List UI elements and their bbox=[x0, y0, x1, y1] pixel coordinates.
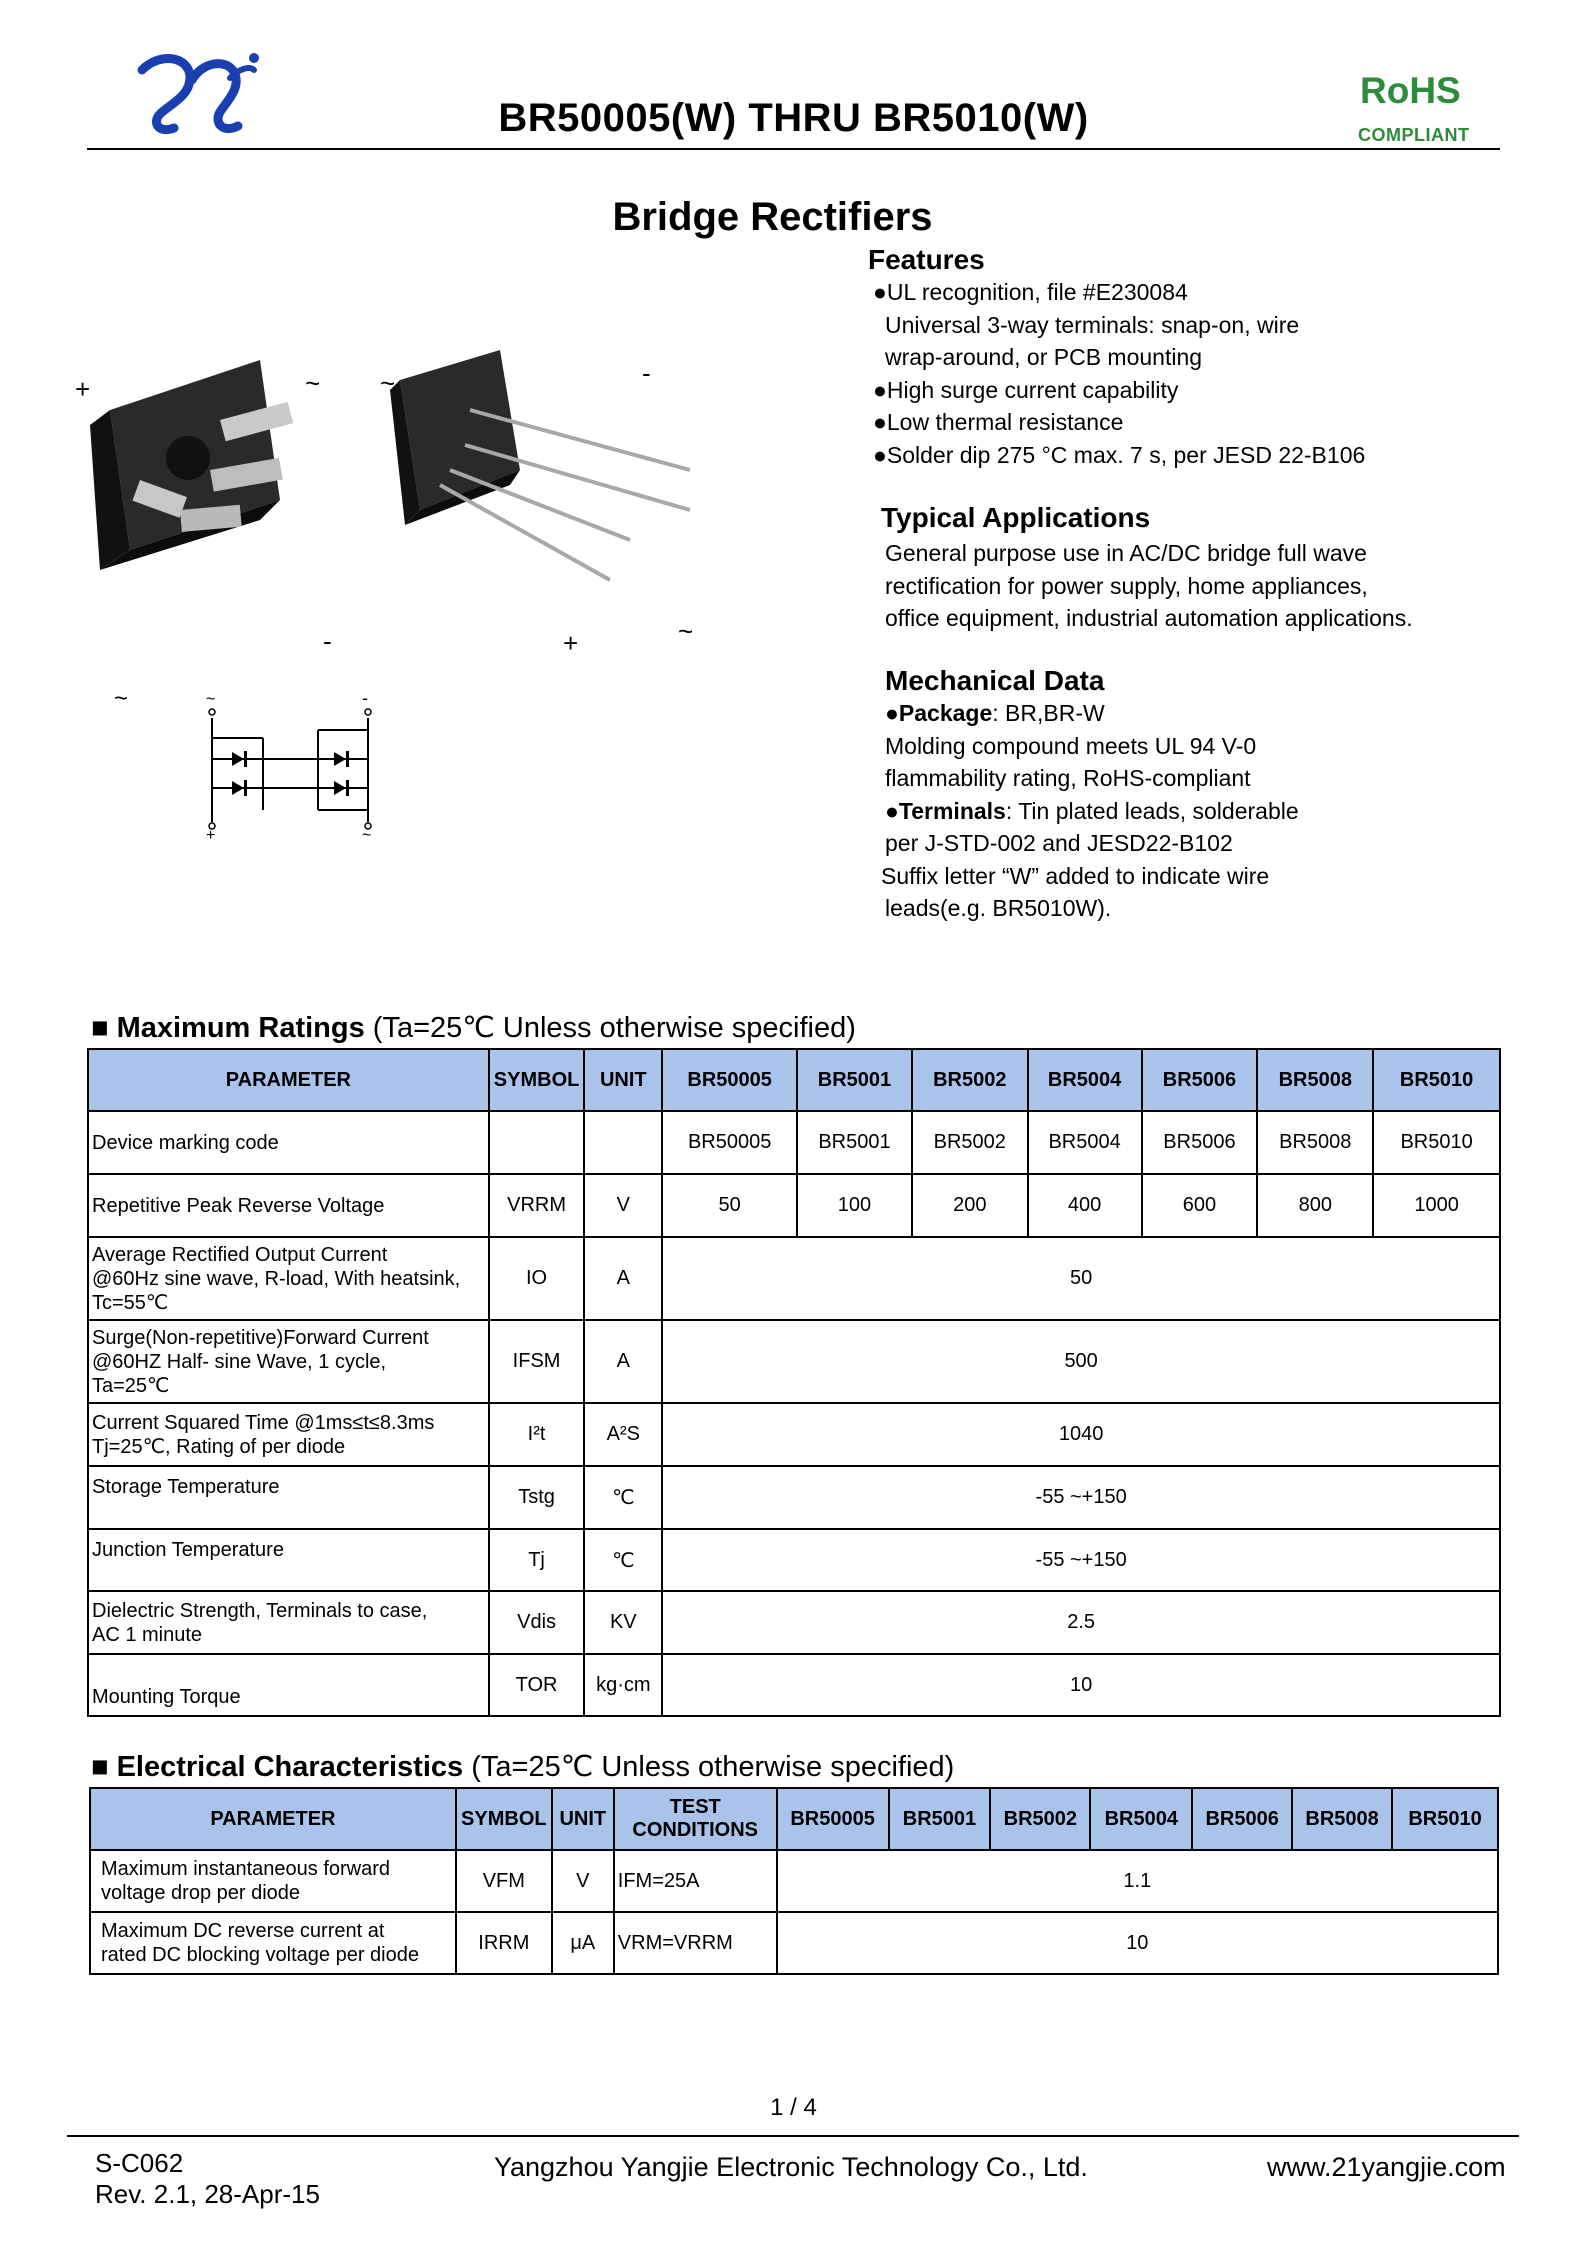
parameter-line: Tj=25℃, Rating of per diode bbox=[92, 1435, 346, 1458]
header-cell: BR5002 bbox=[990, 1788, 1090, 1850]
symbol-cell: Vdis bbox=[489, 1591, 585, 1654]
ac-mark: ~ bbox=[206, 691, 216, 708]
table-row bbox=[88, 1654, 1500, 1716]
symbol-cell: IFSM bbox=[489, 1320, 585, 1403]
package-snap-on bbox=[90, 360, 293, 570]
header-cell: BR5010 bbox=[1392, 1788, 1498, 1850]
unit-cell: μA bbox=[552, 1912, 614, 1974]
parameter-line: Maximum DC reverse current at bbox=[101, 1920, 385, 1942]
parameter-line: Current Squared Time @1ms≤t≤8.3ms bbox=[92, 1411, 435, 1434]
applications-text bbox=[885, 537, 1525, 635]
terminal-mark: ~ bbox=[678, 616, 694, 646]
terminal-mark: + bbox=[563, 628, 579, 658]
unit-cell: A²S bbox=[584, 1403, 662, 1466]
mechanical-line: leads(e.g. BR5010W). bbox=[885, 895, 1112, 921]
table-row bbox=[88, 1591, 1500, 1654]
terminal-mark: ~ bbox=[380, 368, 396, 398]
parameter-cell bbox=[90, 1912, 456, 1974]
symbol-cell: Tstg bbox=[489, 1466, 585, 1529]
table-row bbox=[90, 1850, 1498, 1912]
header-cell: TEST CONDITIONS bbox=[614, 1788, 777, 1850]
terminals-value: : Tin plated leads, solderable bbox=[1005, 797, 1299, 824]
mechanical-line: flammability rating, RoHS-compliant bbox=[885, 765, 1251, 791]
revision-date: Rev. 2.1, 28-Apr-15 bbox=[95, 2179, 320, 2209]
mechanical-line: Molding compound meets UL 94 V-0 bbox=[885, 732, 1257, 759]
terminal-mark: ~ bbox=[305, 368, 321, 398]
electrical-heading-condition: (Ta=25℃ Unless otherwise specified) bbox=[463, 1751, 955, 1783]
parameter-cell: Storage Temperature bbox=[88, 1466, 489, 1529]
page-number: 1 / 4 bbox=[770, 2094, 817, 2121]
value-cell: -55 ~+150 bbox=[662, 1466, 1500, 1529]
mechanical-line: Suffix letter “W” added to indicate wire bbox=[881, 862, 1270, 889]
header-cell: BR5006 bbox=[1142, 1049, 1258, 1111]
terminal-mark: - bbox=[323, 626, 332, 656]
table-header-row bbox=[90, 1788, 1498, 1850]
terminals-line bbox=[885, 795, 1525, 828]
value-cell: 10 bbox=[777, 1912, 1498, 1974]
header-cell: SYMBOL bbox=[489, 1049, 585, 1111]
condition-cell: IFM=25A bbox=[614, 1850, 777, 1912]
footer-divider bbox=[67, 2135, 1519, 2137]
terminal-mark: + bbox=[75, 374, 91, 404]
features-list bbox=[873, 276, 1513, 471]
feature-line: ●High surge current capability bbox=[873, 376, 1179, 403]
parameter-line: @60HZ Half- sine Wave, 1 cycle, bbox=[92, 1350, 387, 1373]
symbol-cell: TOR bbox=[489, 1654, 585, 1716]
table-row bbox=[88, 1237, 1500, 1320]
mechanical-line: per J-STD-002 and JESD22-B102 bbox=[885, 830, 1233, 856]
header-cell: BR5001 bbox=[889, 1788, 991, 1850]
electrical-heading-bold: ■ Electrical Characteristics bbox=[91, 1751, 464, 1783]
value-cell: BR5006 bbox=[1142, 1111, 1258, 1174]
value-cell: 50 bbox=[662, 1237, 1500, 1320]
feature-line: ●UL recognition, file #E230084 bbox=[873, 279, 1188, 305]
company-name: Yangzhou Yangjie Electronic Technology Co., Ltd. bbox=[494, 2152, 1088, 2182]
value-cell: 500 bbox=[662, 1320, 1500, 1403]
mechanical-heading: Mechanical Data bbox=[885, 665, 1105, 696]
unit-cell: ℃ bbox=[584, 1466, 662, 1529]
max-ratings-table bbox=[87, 1048, 1501, 1717]
document-title: BR50005(W) THRU BR5010(W) bbox=[498, 96, 1089, 140]
feature-line: ●Low thermal resistance bbox=[873, 409, 1124, 435]
parameter-cell bbox=[88, 1403, 489, 1466]
header-cell: BR5010 bbox=[1373, 1049, 1500, 1111]
parameter-line: Average Rectified Output Current bbox=[92, 1243, 388, 1266]
header-cell: BR5004 bbox=[1028, 1049, 1142, 1111]
parameter-cell: Device marking code bbox=[88, 1111, 489, 1174]
ac-mark: ~ bbox=[362, 827, 372, 840]
electrical-table bbox=[89, 1787, 1499, 1975]
unit-cell: A bbox=[584, 1320, 662, 1403]
parameter-cell: Repetitive Peak Reverse Voltage bbox=[88, 1174, 489, 1237]
value-cell: BR5010 bbox=[1373, 1111, 1500, 1174]
parameter-cell bbox=[88, 1237, 489, 1320]
header-cell: UNIT bbox=[552, 1788, 614, 1850]
parameter-line: Maximum instantaneous forward bbox=[101, 1858, 391, 1880]
max-ratings-heading-condition: (Ta=25℃ Unless otherwise specified) bbox=[364, 1012, 856, 1044]
package-label: ●Package bbox=[885, 700, 993, 726]
symbol-cell: VFM bbox=[456, 1850, 552, 1912]
symbol-cell bbox=[489, 1111, 585, 1174]
value-cell: BR5008 bbox=[1257, 1111, 1373, 1174]
unit-cell: V bbox=[584, 1174, 662, 1237]
table-row bbox=[88, 1529, 1500, 1591]
value-cell: 1.1 bbox=[777, 1850, 1498, 1912]
value-cell: BR5001 bbox=[797, 1111, 912, 1174]
max-ratings-heading bbox=[91, 1010, 856, 1045]
electrical-heading bbox=[91, 1749, 954, 1784]
unit-cell bbox=[584, 1111, 662, 1174]
header-cell: BR5004 bbox=[1090, 1788, 1192, 1850]
rohs-compliant-label: COMPLIANT bbox=[1358, 125, 1470, 145]
value-cell: 800 bbox=[1257, 1174, 1373, 1237]
header-cell: BR5008 bbox=[1292, 1788, 1392, 1850]
parameter-cell bbox=[90, 1850, 456, 1912]
unit-cell: V bbox=[552, 1850, 614, 1912]
minus-mark: - bbox=[362, 690, 368, 708]
symbol-cell: VRRM bbox=[489, 1174, 585, 1237]
header-cell: BR5006 bbox=[1192, 1788, 1292, 1850]
plus-mark: + bbox=[206, 827, 216, 840]
unit-cell: KV bbox=[584, 1591, 662, 1654]
feature-line: ●Solder dip 275 °C max. 7 s, per JESD 22-B106 bbox=[873, 441, 1366, 468]
package-value: : BR,BR-W bbox=[992, 700, 1105, 726]
value-cell: 50 bbox=[662, 1174, 797, 1237]
symbol-cell: I²t bbox=[489, 1403, 585, 1466]
symbol-cell: IRRM bbox=[456, 1912, 552, 1974]
website-link[interactable]: www.21yangjie.com bbox=[1267, 2152, 1506, 2182]
product-photo bbox=[70, 350, 710, 670]
symbol-cell: IO bbox=[489, 1237, 585, 1320]
value-cell: 600 bbox=[1142, 1174, 1258, 1237]
parameter-line: Surge(Non-repetitive)Forward Current bbox=[92, 1326, 429, 1349]
terminal-mark: - bbox=[642, 358, 651, 388]
header-cell: PARAMETER bbox=[88, 1049, 489, 1111]
unit-cell: A bbox=[584, 1237, 662, 1320]
parameter-cell bbox=[88, 1320, 489, 1403]
applications-line: General purpose use in AC/DC bridge full wave bbox=[885, 540, 1367, 566]
parameter-cell: Junction Temperature bbox=[88, 1529, 489, 1591]
header-divider bbox=[87, 148, 1500, 150]
document-code: S-C062 bbox=[95, 2148, 184, 2178]
table-row bbox=[88, 1403, 1500, 1466]
value-cell: 10 bbox=[662, 1654, 1500, 1716]
value-cell: 1000 bbox=[1373, 1174, 1500, 1237]
max-ratings-heading-bold: ■ Maximum Ratings bbox=[91, 1012, 365, 1044]
feature-line: Universal 3-way terminals: snap-on, wire bbox=[885, 311, 1300, 338]
header-cell: UNIT bbox=[584, 1049, 662, 1111]
header-cell: BR5002 bbox=[912, 1049, 1028, 1111]
parameter-line: voltage drop per diode bbox=[101, 1882, 301, 1904]
table-header-row bbox=[88, 1049, 1500, 1111]
applications-line: rectification for power supply, home appliances, bbox=[885, 572, 1368, 599]
value-cell: 2.5 bbox=[662, 1591, 1500, 1654]
table-row bbox=[88, 1466, 1500, 1529]
product-category-title: Bridge Rectifiers bbox=[612, 195, 933, 239]
header-cell: SYMBOL bbox=[456, 1788, 552, 1850]
symbol-cell: Tj bbox=[489, 1529, 585, 1591]
value-cell: -55 ~+150 bbox=[662, 1529, 1500, 1591]
applications-line: office equipment, industrial automation applications. bbox=[885, 605, 1413, 631]
terminals-label: ●Terminals bbox=[885, 797, 1006, 824]
parameter-line: Tc=55℃ bbox=[92, 1291, 169, 1314]
header-cell: BR5001 bbox=[797, 1049, 912, 1111]
unit-cell: ℃ bbox=[584, 1529, 662, 1591]
header-cell: BR5008 bbox=[1257, 1049, 1373, 1111]
rohs-logo: RoHS bbox=[1360, 70, 1461, 111]
ac-mark: ~ bbox=[114, 690, 129, 712]
parameter-line: Dielectric Strength, Terminals to case, bbox=[92, 1599, 428, 1622]
header-cell: BR50005 bbox=[777, 1788, 889, 1850]
value-cell: BR5004 bbox=[1028, 1111, 1142, 1174]
condition-cell: VRM=VRRM bbox=[614, 1912, 777, 1974]
table-row bbox=[88, 1111, 1500, 1174]
bridge-schematic bbox=[108, 690, 398, 840]
features-heading: Features bbox=[868, 244, 985, 275]
table-row bbox=[90, 1912, 1498, 1974]
applications-heading: Typical Applications bbox=[881, 502, 1151, 533]
parameter-line: rated DC blocking voltage per diode bbox=[101, 1944, 419, 1966]
table-row bbox=[88, 1174, 1500, 1237]
parameter-line: Ta=25℃ bbox=[92, 1374, 170, 1397]
parameter-cell: Mounting Torque bbox=[88, 1654, 489, 1716]
parameter-line: @60Hz sine wave, R-load, With heatsink, bbox=[92, 1267, 461, 1290]
value-cell: 1040 bbox=[662, 1403, 1500, 1466]
mechanical-text bbox=[881, 697, 1525, 925]
value-cell: BR5002 bbox=[912, 1111, 1028, 1174]
value-cell: 400 bbox=[1028, 1174, 1142, 1237]
package-line bbox=[885, 697, 1525, 730]
header-cell: PARAMETER bbox=[90, 1788, 456, 1850]
feature-line: wrap-around, or PCB mounting bbox=[885, 344, 1203, 370]
parameter-cell bbox=[88, 1591, 489, 1654]
parameter-line: AC 1 minute bbox=[92, 1623, 203, 1646]
value-cell: 100 bbox=[797, 1174, 912, 1237]
value-cell: 200 bbox=[912, 1174, 1028, 1237]
table-row bbox=[88, 1320, 1500, 1403]
unit-cell: kg·cm bbox=[584, 1654, 662, 1716]
header-cell: BR50005 bbox=[662, 1049, 797, 1111]
value-cell: BR50005 bbox=[662, 1111, 797, 1174]
